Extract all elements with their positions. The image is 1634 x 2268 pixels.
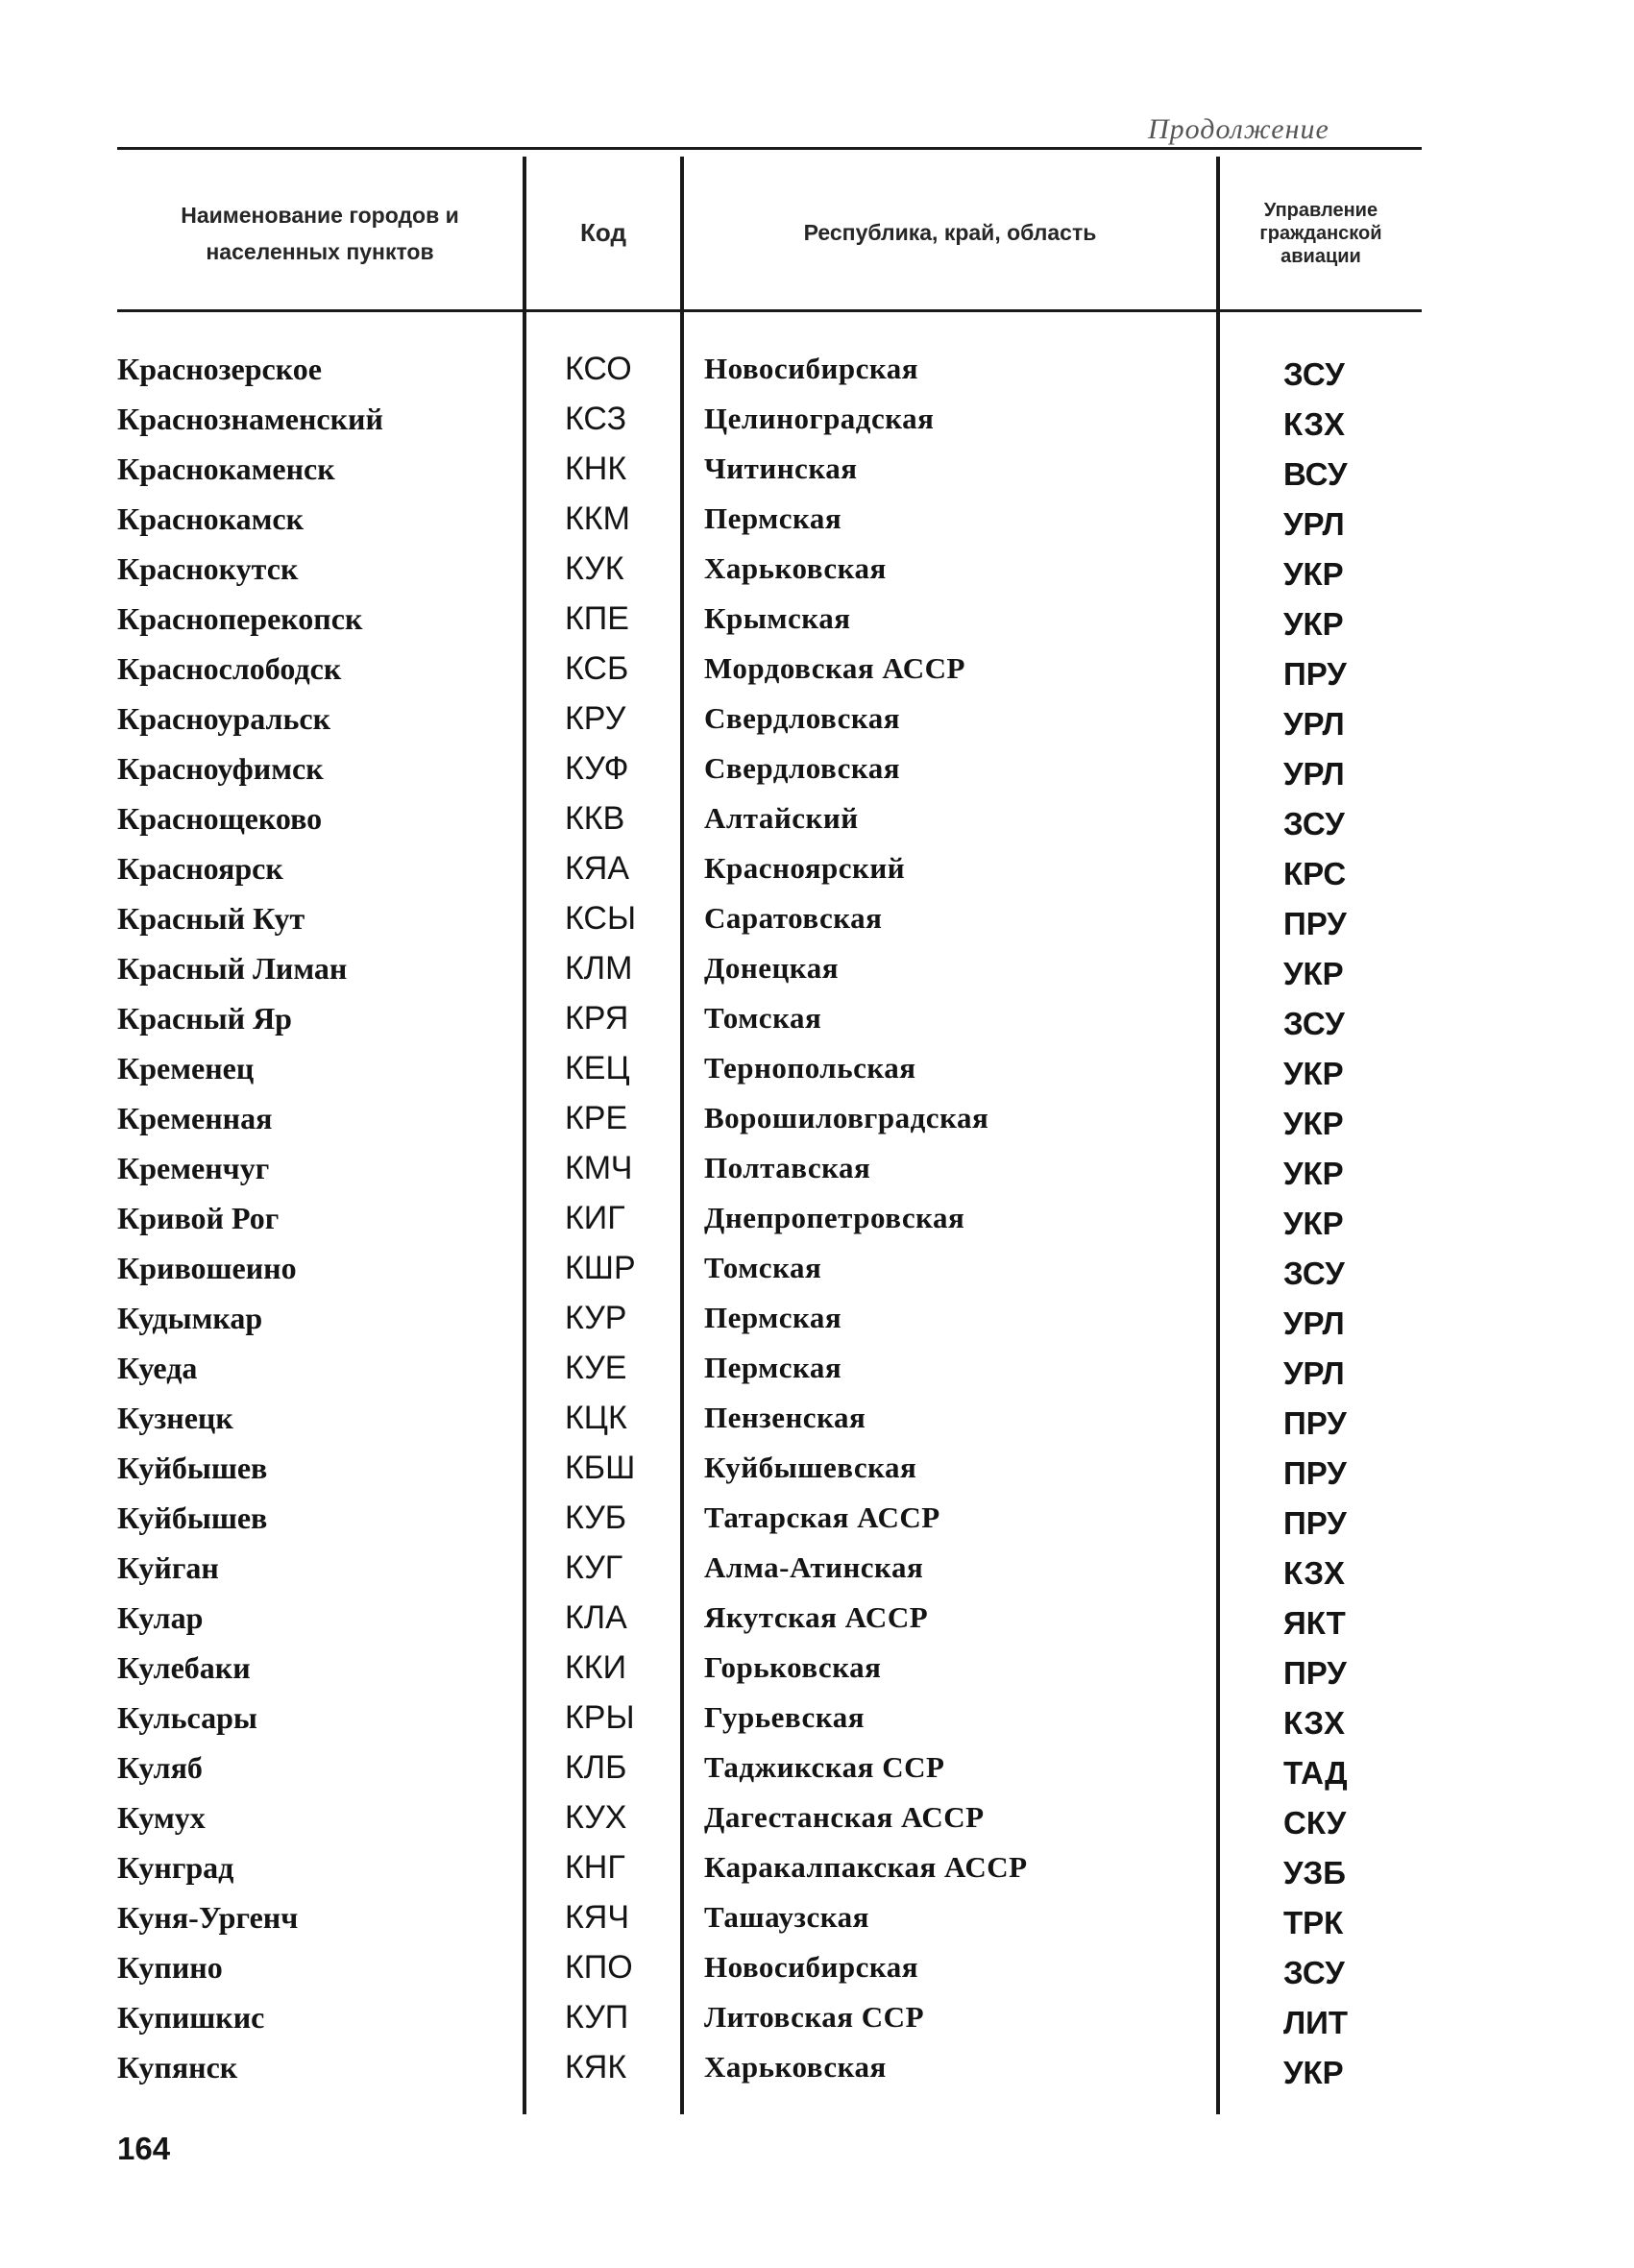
city-name: Краснослободск	[117, 651, 342, 686]
aviation-admin: ПРУ	[1283, 906, 1347, 941]
aviation-admin: УКР	[1283, 1056, 1344, 1091]
city-name: Кривошеино	[117, 1251, 297, 1285]
table-row	[0, 1493, 1634, 1543]
city-name: Краснокутск	[117, 551, 299, 586]
aviation-admin: ЗСУ	[1283, 1955, 1345, 1990]
aviation-admin: УКР	[1283, 556, 1344, 592]
city-code: КУК	[565, 550, 624, 587]
table-row	[0, 1643, 1634, 1693]
region-name: Полтавская	[704, 1151, 871, 1184]
aviation-admin: КЗХ	[1283, 1555, 1346, 1591]
table-row	[0, 893, 1634, 943]
city-name: Краснознаменский	[117, 402, 383, 436]
header-code: Код	[580, 218, 626, 247]
city-code: КУБ	[565, 1500, 627, 1536]
city-code: КСЫ	[565, 900, 637, 937]
city-name: Купино	[117, 1950, 223, 1985]
table-row	[0, 544, 1634, 594]
region-name: Горьковская	[704, 1650, 882, 1684]
city-code: КНК	[565, 451, 627, 487]
city-code: КЯА	[565, 850, 630, 887]
aviation-admin: ПРУ	[1283, 1505, 1347, 1541]
region-name: Томская	[704, 1001, 822, 1035]
region-name: Саратовская	[704, 901, 883, 935]
region-name: Донецкая	[704, 951, 839, 985]
city-code: КСБ	[565, 650, 629, 687]
city-name: Кулебаки	[117, 1650, 251, 1685]
table-row	[0, 1992, 1634, 2042]
city-code: КЛА	[565, 1599, 627, 1636]
region-name: Крымская	[704, 601, 851, 635]
region-name: Алма-Атинская	[704, 1550, 924, 1584]
table-row	[0, 1942, 1634, 1992]
table-row	[0, 1093, 1634, 1143]
aviation-admin: УКР	[1283, 956, 1344, 991]
table-row	[0, 1193, 1634, 1243]
city-name: Куйган	[117, 1550, 219, 1585]
city-code: КРУ	[565, 700, 626, 737]
city-name: Кудымкар	[117, 1301, 263, 1335]
city-name: Кременная	[117, 1101, 273, 1135]
city-code: КСО	[565, 351, 632, 387]
region-name: Каракалпакская АССР	[704, 1850, 1028, 1884]
page-number: 164	[117, 2131, 171, 2166]
running-head: Продолжение	[1148, 113, 1329, 145]
region-name: Томская	[704, 1251, 822, 1284]
region-name: Свердловская	[704, 751, 901, 785]
table-row	[0, 1842, 1634, 1892]
header-region: Республика, край, область	[803, 220, 1097, 245]
aviation-admin: ВСУ	[1283, 456, 1348, 492]
table-row	[0, 1143, 1634, 1193]
city-code: КШР	[565, 1250, 636, 1286]
aviation-admin: ЯКТ	[1283, 1605, 1346, 1641]
aviation-admin: ЗСУ	[1283, 1006, 1345, 1041]
city-name: Краснозерское	[117, 352, 322, 386]
region-name: Харьковская	[704, 2050, 887, 2084]
city-code: КУР	[565, 1300, 627, 1336]
region-name: Читинская	[704, 451, 858, 485]
region-name: Ворошиловградская	[704, 1101, 989, 1134]
city-code: КРЕ	[565, 1100, 628, 1136]
aviation-admin: ТРК	[1283, 1905, 1344, 1940]
city-name: Красноуфимск	[117, 751, 324, 786]
table-row	[0, 1393, 1634, 1443]
region-name: Пензенская	[704, 1401, 866, 1434]
region-name: Пермская	[704, 1301, 842, 1334]
region-name: Якутская АССР	[704, 1600, 929, 1634]
city-name: Куйбышев	[117, 1451, 268, 1485]
header-admin: Управление гражданской авиации	[1259, 199, 1382, 267]
region-name: Таджикская ССР	[704, 1750, 945, 1784]
city-code: КЛБ	[565, 1749, 627, 1786]
city-code: КЯЧ	[565, 1899, 630, 1936]
table-row	[0, 594, 1634, 644]
table-row	[0, 1243, 1634, 1293]
table-row	[0, 843, 1634, 893]
city-code: КПЕ	[565, 600, 629, 637]
city-name: Купишкис	[117, 2000, 265, 2035]
table-row	[0, 444, 1634, 494]
aviation-admin: ПРУ	[1283, 1405, 1347, 1441]
aviation-admin: КЗХ	[1283, 406, 1346, 442]
aviation-admin: УРЛ	[1283, 1355, 1345, 1391]
header-name: Наименование городов и населенных пунктов	[181, 202, 459, 264]
aviation-admin: СКУ	[1283, 1805, 1347, 1841]
table-top-rule	[117, 147, 1422, 150]
city-code: КЛМ	[565, 950, 633, 987]
city-code: КИГ	[565, 1200, 625, 1236]
city-code: ККВ	[565, 800, 625, 837]
table-row	[0, 793, 1634, 843]
region-name: Новосибирская	[704, 1950, 919, 1984]
city-name: Красный Лиман	[117, 951, 348, 986]
region-name: Гурьевская	[704, 1700, 865, 1734]
region-name: Пермская	[704, 501, 842, 535]
city-code: КПО	[565, 1949, 633, 1986]
aviation-admin: УРЛ	[1283, 1305, 1345, 1341]
aviation-admin: УРЛ	[1283, 756, 1345, 792]
table-row	[0, 2042, 1634, 2092]
table-row	[0, 644, 1634, 694]
city-name: Красноуральск	[117, 701, 331, 736]
city-code: КЕЦ	[565, 1050, 630, 1086]
city-code: КУГ	[565, 1549, 623, 1586]
table-row	[0, 1443, 1634, 1493]
city-name: Кривой Рог	[117, 1201, 280, 1235]
aviation-admin: УРЛ	[1283, 506, 1345, 542]
aviation-admin: КРС	[1283, 856, 1347, 891]
table-row	[0, 1043, 1634, 1093]
aviation-admin: УЗБ	[1283, 1855, 1346, 1890]
aviation-admin: КЗХ	[1283, 1705, 1346, 1741]
city-name: Красный Кут	[117, 901, 305, 936]
aviation-admin: ПРУ	[1283, 1455, 1347, 1491]
region-name: Ташаузская	[704, 1900, 869, 1934]
region-name: Куйбышевская	[704, 1451, 917, 1484]
city-code: ККМ	[565, 500, 630, 537]
table-row	[0, 1543, 1634, 1593]
table-row	[0, 1293, 1634, 1343]
city-name: Красноярск	[117, 851, 283, 886]
city-code: КМЧ	[565, 1150, 633, 1186]
region-name: Тернопольская	[704, 1051, 916, 1085]
aviation-admin: ПРУ	[1283, 656, 1347, 692]
region-name: Мордовская АССР	[704, 651, 965, 685]
city-name: Краснокаменск	[117, 451, 335, 486]
city-name: Кульсары	[117, 1700, 257, 1735]
table-row	[0, 1792, 1634, 1842]
aviation-admin: УКР	[1283, 1206, 1344, 1241]
city-name: Купянск	[117, 2050, 238, 2085]
aviation-admin: ПРУ	[1283, 1655, 1347, 1691]
table-row	[0, 993, 1634, 1043]
region-name: Свердловская	[704, 701, 901, 735]
city-name: Кунград	[117, 1850, 234, 1885]
table-row	[0, 943, 1634, 993]
aviation-admin: УКР	[1283, 2055, 1344, 2090]
city-code: КСЗ	[565, 401, 627, 437]
region-name: Литовская ССР	[704, 2000, 925, 2034]
region-name: Харьковская	[704, 551, 887, 585]
city-code: КЦК	[565, 1400, 627, 1436]
city-code: КРЫ	[565, 1699, 635, 1736]
region-name: Целиноградская	[704, 402, 935, 435]
region-name: Красноярский	[704, 851, 906, 885]
table-row	[0, 694, 1634, 744]
city-code: КУЕ	[565, 1350, 627, 1386]
aviation-admin: УКР	[1283, 1156, 1344, 1191]
region-name: Днепропетровская	[704, 1201, 965, 1234]
aviation-admin: УКР	[1283, 606, 1344, 642]
city-name: Кременчуг	[117, 1151, 270, 1185]
city-name: Кременец	[117, 1051, 255, 1085]
table-row	[0, 344, 1634, 394]
city-code: КУХ	[565, 1799, 627, 1836]
region-name: Новосибирская	[704, 352, 919, 385]
table-row	[0, 1693, 1634, 1743]
city-name: Красный Яр	[117, 1001, 292, 1036]
city-name: Куня-Ургенч	[117, 1900, 299, 1935]
city-name: Краснощеково	[117, 801, 323, 836]
aviation-admin: ТАД	[1283, 1755, 1348, 1791]
city-code: КУФ	[565, 750, 629, 787]
city-code: КУП	[565, 1999, 629, 2036]
aviation-admin: ЛИТ	[1283, 2005, 1349, 2040]
table-row	[0, 1593, 1634, 1643]
city-code: ККИ	[565, 1649, 627, 1686]
region-name: Татарская АССР	[704, 1500, 940, 1534]
table-body	[0, 344, 1634, 2092]
table-row	[0, 394, 1634, 444]
table-row	[0, 1892, 1634, 1942]
region-name: Алтайский	[704, 801, 859, 835]
city-code: КБШ	[565, 1450, 636, 1486]
region-name: Пермская	[704, 1351, 842, 1384]
table-row	[0, 494, 1634, 544]
city-name: Кумух	[117, 1800, 206, 1835]
aviation-admin: ЗСУ	[1283, 1256, 1345, 1291]
table-row	[0, 1343, 1634, 1393]
city-name: Краснокамск	[117, 501, 305, 536]
city-name: Куйбышев	[117, 1500, 268, 1535]
city-code: КЯК	[565, 2049, 627, 2085]
city-name: Кузнецк	[117, 1401, 233, 1435]
table-row	[0, 1743, 1634, 1792]
table-row	[0, 744, 1634, 793]
city-code: КРЯ	[565, 1000, 629, 1036]
aviation-admin: ЗСУ	[1283, 806, 1345, 841]
aviation-admin: УРЛ	[1283, 706, 1345, 742]
city-code: КНГ	[565, 1849, 625, 1886]
city-name: Кулар	[117, 1600, 204, 1635]
city-name: Красноперекопск	[117, 601, 363, 636]
region-name: Дагестанская АССР	[704, 1800, 985, 1834]
city-name: Куеда	[117, 1351, 198, 1385]
aviation-admin: УКР	[1283, 1106, 1344, 1141]
aviation-admin: ЗСУ	[1283, 356, 1345, 392]
city-name: Куляб	[117, 1750, 203, 1785]
table-header-rule	[117, 309, 1422, 312]
